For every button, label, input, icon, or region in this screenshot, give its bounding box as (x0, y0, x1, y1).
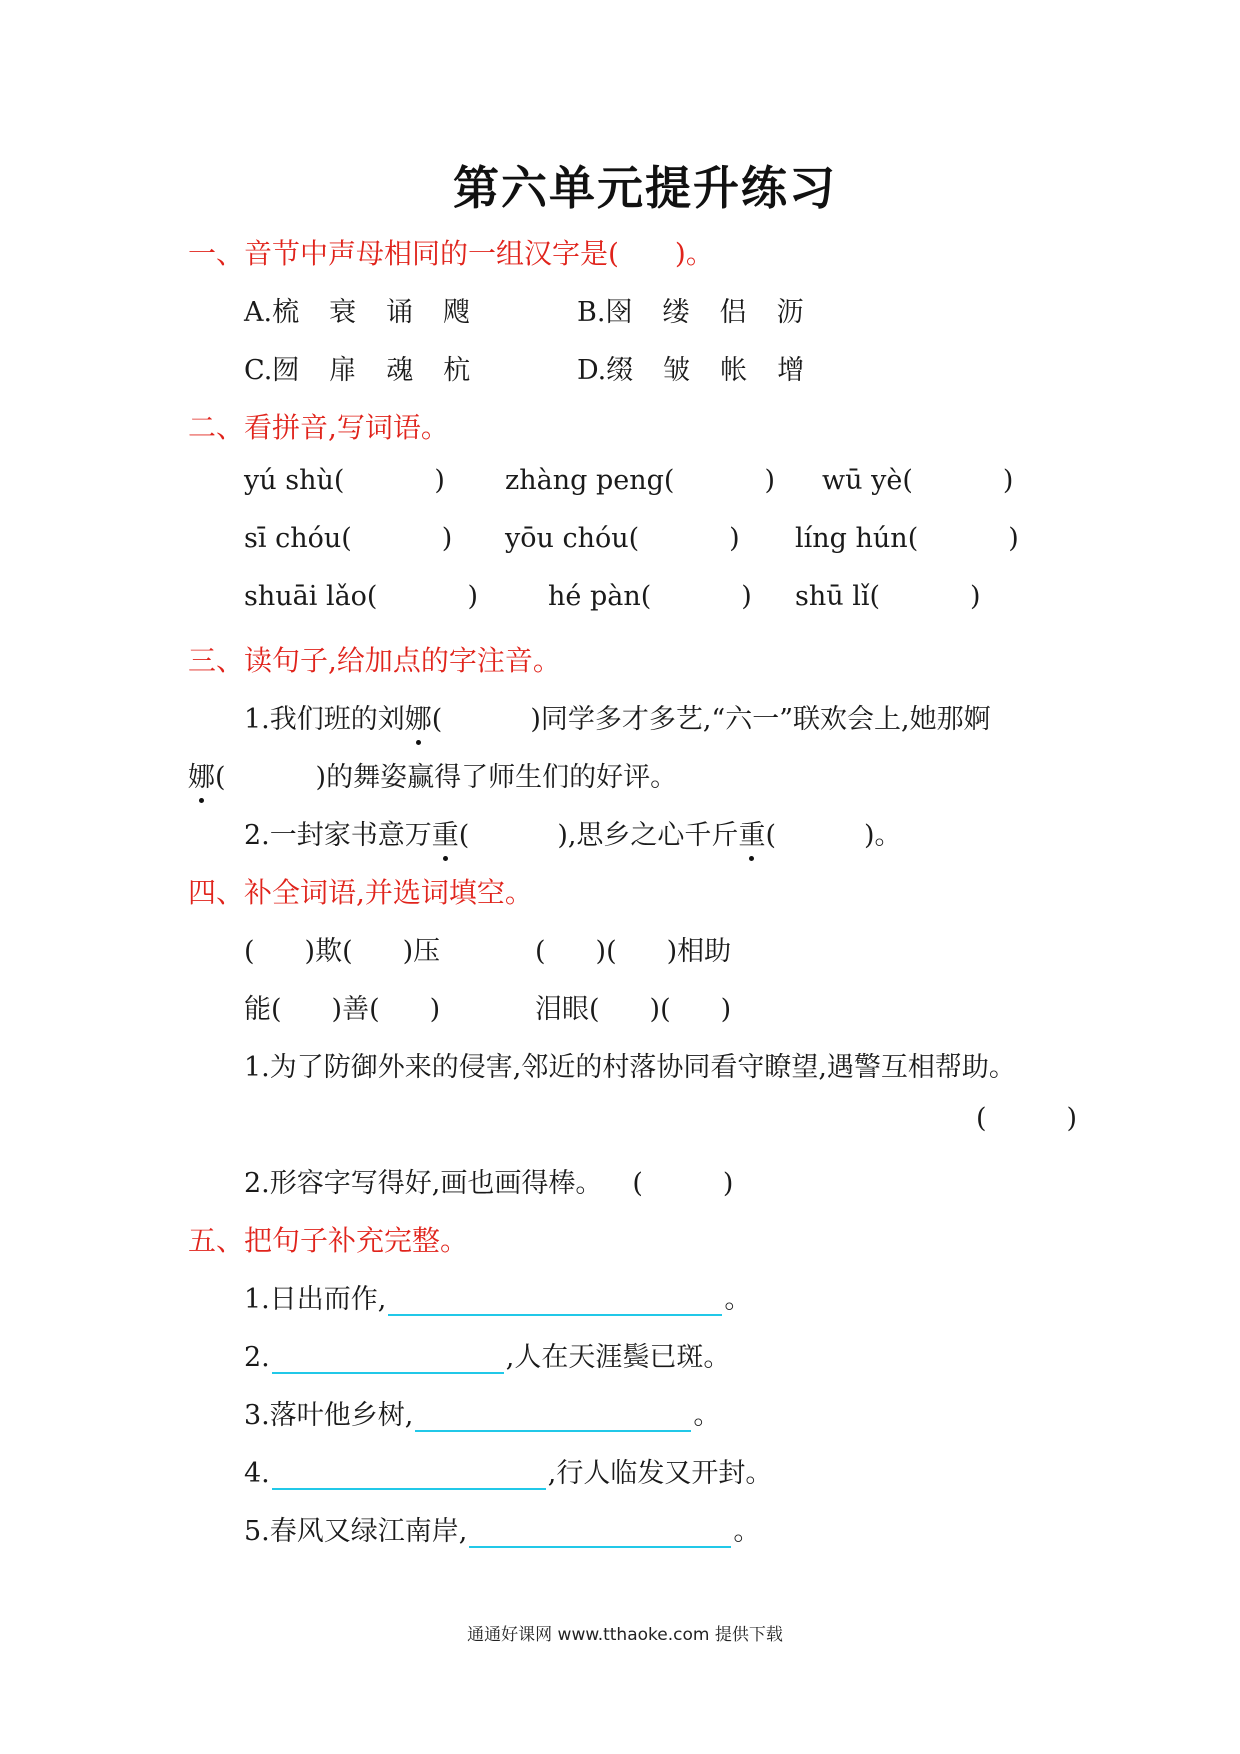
text: 1.我们班的刘 (244, 704, 405, 735)
text: 2. (244, 1342, 270, 1373)
pinyin-item (795, 581, 981, 612)
pinyin-item (244, 581, 478, 612)
pinyin-text: shū lǐ( (795, 581, 881, 612)
char: 杭 (443, 355, 471, 386)
section-3-heading: 三、读句子,给加点的字注音。 (188, 644, 561, 677)
pinyin-item (244, 465, 445, 496)
paren-open: ( (431, 704, 443, 735)
poem-line-1 (244, 1277, 751, 1316)
option-label: A. (244, 297, 273, 328)
sentence-1-line-2 (188, 755, 677, 794)
char: 魂 (386, 355, 414, 386)
char: 梳 (272, 297, 300, 328)
paren-close: ) (441, 523, 453, 554)
poem-line-2 (244, 1335, 730, 1374)
pinyin-item (505, 465, 775, 496)
paren-open: ( (976, 1103, 987, 1134)
paren-close: ) (467, 581, 479, 612)
char: 沥 (776, 297, 804, 328)
char: 飕 (443, 297, 471, 328)
paren-close: ) (434, 465, 445, 496)
char: 诵 (386, 297, 414, 328)
text: )欺( (304, 936, 353, 967)
text: 。 (733, 1516, 761, 1547)
footer-source: 通通好课网 www.tthaoke.com 提供下载 (467, 1625, 783, 1645)
text: 1.日出而作, (244, 1284, 387, 1315)
char: 帐 (720, 355, 748, 386)
option-label: B. (577, 297, 606, 328)
answer-blank[interactable] (469, 1518, 731, 1548)
paren-open: ( (458, 820, 470, 851)
pinyin-item (505, 523, 740, 554)
paren-close: ) (722, 1168, 734, 1199)
idiom-fill-4 (535, 987, 731, 1026)
text: ( (535, 936, 546, 967)
pinyin-text: sī chóu( (244, 523, 352, 554)
option-b (577, 290, 803, 329)
dotted-char: 重 (432, 813, 459, 852)
page-title: 第六单元提升练习 (453, 161, 837, 215)
pinyin-text: líng hún( (795, 523, 919, 554)
dotted-char: 娜 (188, 755, 215, 794)
text: ,行人临发又开封。 (547, 1458, 773, 1489)
text: )的舞姿赢得了师生们的好评。 (315, 762, 678, 793)
paren-close: ) (764, 465, 775, 496)
char: 囹 (605, 297, 633, 328)
idiom-fill-3 (244, 987, 440, 1026)
text: )。 (863, 820, 902, 851)
text: 能( (244, 994, 282, 1025)
pinyin-text: wū yè( (822, 465, 913, 496)
char: 缕 (662, 297, 690, 328)
section-5-heading: 五、把句子补充完整。 (188, 1224, 469, 1257)
pinyin-item (795, 523, 1019, 554)
text: 5.春风又绿江南岸, (244, 1516, 468, 1547)
text: )同学多才多艺,“六一”联欢会上,她那婀 (530, 704, 991, 735)
pinyin-item (822, 465, 1013, 496)
pinyin-text: shuāi lǎo( (244, 581, 378, 612)
text: 2.形容字写得好,画也画得棒。 (244, 1168, 603, 1199)
text: )( (649, 994, 671, 1025)
paren-close: ) (741, 581, 752, 612)
text: )相助 (666, 936, 732, 967)
section-1-heading: 一、音节中声母相同的一组汉字是( )。 (188, 237, 714, 270)
option-c (244, 348, 470, 387)
text: 3.落叶他乡树, (244, 1400, 414, 1431)
question-2 (244, 1161, 733, 1200)
paren-close: ) (1008, 523, 1019, 554)
paren-close: ) (1066, 1103, 1078, 1134)
char: 缀 (606, 355, 634, 386)
paren-close: ) (1002, 465, 1014, 496)
answer-blank[interactable] (272, 1344, 504, 1374)
text: ( (244, 936, 255, 967)
poem-line-4 (244, 1451, 772, 1490)
answer-blank[interactable] (272, 1460, 546, 1490)
char: 囫 (272, 355, 300, 386)
answer-blank[interactable] (388, 1286, 722, 1316)
paren-open: ( (215, 762, 226, 793)
answer-blank[interactable] (415, 1402, 691, 1432)
char: 皱 (663, 355, 691, 386)
text: 。 (724, 1284, 752, 1315)
char: 扉 (329, 355, 357, 386)
pinyin-text: hé pàn( (548, 581, 652, 612)
poem-line-3 (244, 1393, 720, 1432)
pinyin-text: zhàng peng( (505, 465, 675, 496)
char: 侣 (719, 297, 747, 328)
text: )善( (331, 994, 380, 1025)
paren-open: ( (632, 1168, 643, 1199)
text: 2.一封家书意万 (244, 820, 432, 851)
text: 。 (693, 1400, 721, 1431)
dotted-char: 娜 (405, 697, 432, 736)
section-2-heading: 二、看拼音,写词语。 (188, 411, 449, 444)
option-a (244, 290, 470, 329)
section-4-heading: 四、补全词语,并选词填空。 (188, 876, 533, 909)
text: ),思乡之心千斤 (557, 820, 739, 851)
paren-close: ) (970, 581, 981, 612)
option-label: C. (244, 355, 273, 386)
paren-open: ( (765, 820, 776, 851)
pinyin-item (548, 581, 752, 612)
poem-line-5 (244, 1509, 760, 1548)
char: 衰 (329, 297, 357, 328)
text: )压 (402, 936, 441, 967)
sentence-2 (244, 813, 902, 852)
text: 4. (244, 1458, 270, 1489)
char: 增 (777, 355, 805, 386)
option-d (577, 348, 804, 387)
text: )( (595, 936, 617, 967)
question-1: 1.为了防御外来的侵害,邻近的村落协同看守瞭望,遇警互相帮助。 (244, 1052, 1016, 1083)
pinyin-text: yōu chóu( (505, 523, 640, 554)
dotted-char: 重 (738, 813, 765, 852)
text: 泪眼( (535, 994, 600, 1025)
text: ,人在天涯鬓已斑。 (505, 1342, 731, 1373)
idiom-fill-1 (244, 929, 440, 968)
text: ) (720, 994, 732, 1025)
pinyin-item (244, 523, 452, 554)
answer-paren (976, 1103, 1077, 1134)
sentence-1-line-1 (244, 697, 991, 736)
pinyin-text: yú shù( (244, 465, 345, 496)
idiom-fill-2 (535, 929, 731, 968)
option-label: D. (577, 355, 607, 386)
paren-close: ) (729, 523, 740, 554)
text: ) (429, 994, 441, 1025)
